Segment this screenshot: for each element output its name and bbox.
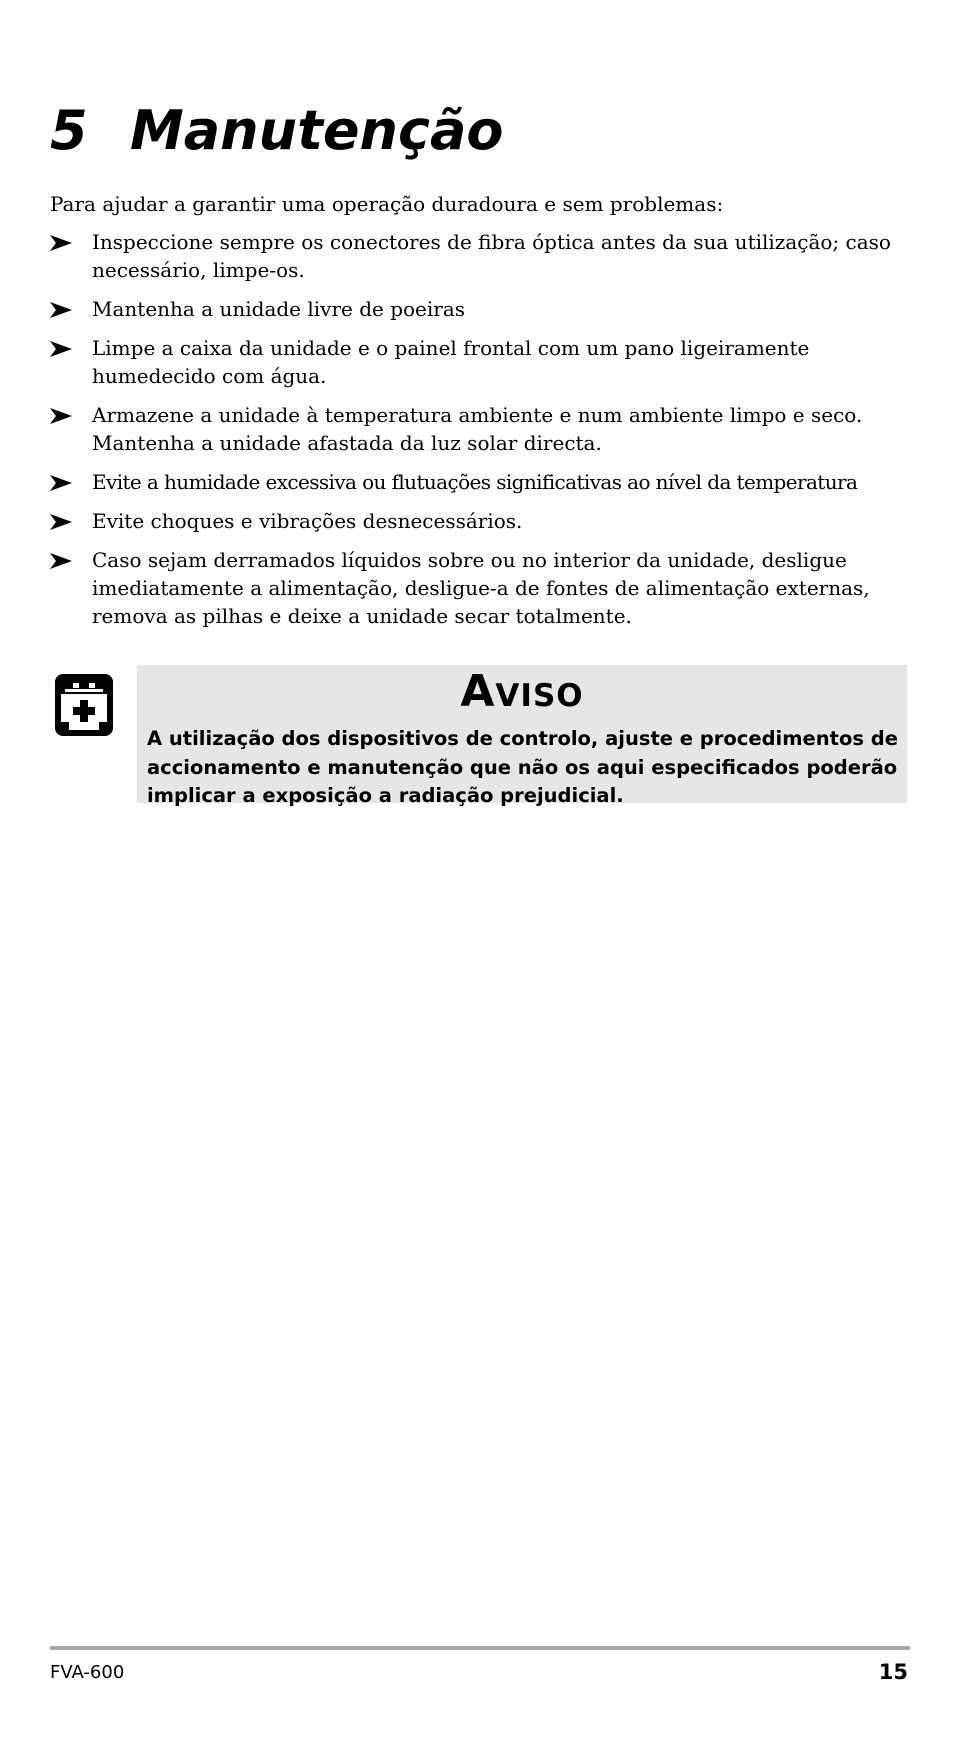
list-item xyxy=(50,228,920,284)
warning-title: Aviso xyxy=(460,666,584,717)
warning-box xyxy=(137,665,907,807)
warning-text: A utilização dos dispositivos de controlo, ajuste e procedimentos de accionamento e manutenção que não os aqui especificados poderão implicar a exposição a radiação prejudicial. xyxy=(147,727,898,807)
list-item xyxy=(50,546,920,630)
intro-paragraph: Para ajudar a garantir uma operação duradoura e sem problemas: xyxy=(50,192,724,216)
list-item xyxy=(50,507,920,535)
footer-product-name: FVA-600 xyxy=(50,1662,125,1683)
footer-divider xyxy=(50,1646,910,1650)
page-number: 15 xyxy=(878,1660,908,1684)
list-item-text: Limpe a caixa da unidade e o painel frontal com um pano ligeiramente humedecido com água. xyxy=(92,336,810,388)
list-item-text: Mantenha a unidade livre de poeiras xyxy=(92,297,466,321)
list-item xyxy=(50,334,920,390)
list-item-text: Inspeccione sempre os conectores de fibra óptica antes da sua utilização; caso necessário, limpe-os. xyxy=(92,230,891,282)
chapter-title xyxy=(50,99,504,162)
ambulance-warning-icon xyxy=(53,672,115,738)
list-item-text: Caso sejam derramados líquidos sobre ou no interior da unidade, desligue imediatamente a alimentação, desligue-a de fontes de alimentação externas, remova as pilhas e deixe a unidade secar totalmente. xyxy=(92,548,870,628)
chapter-number: 5 xyxy=(50,99,88,162)
chapter-title-text: Manutenção xyxy=(130,99,504,162)
list-item-text: Evite a humidade excessiva ou flutuações significativas ao nível da temperatura xyxy=(92,470,858,494)
list-item xyxy=(50,401,920,457)
list-item xyxy=(50,295,920,323)
list-item-text: Armazene a unidade à temperatura ambiente e num ambiente limpo e seco. Mantenha a unidade afastada da luz solar directa. xyxy=(92,403,863,455)
list-item-text: Evite choques e vibrações desnecessários. xyxy=(92,509,523,533)
maintenance-list xyxy=(50,228,920,641)
list-item xyxy=(50,468,920,496)
